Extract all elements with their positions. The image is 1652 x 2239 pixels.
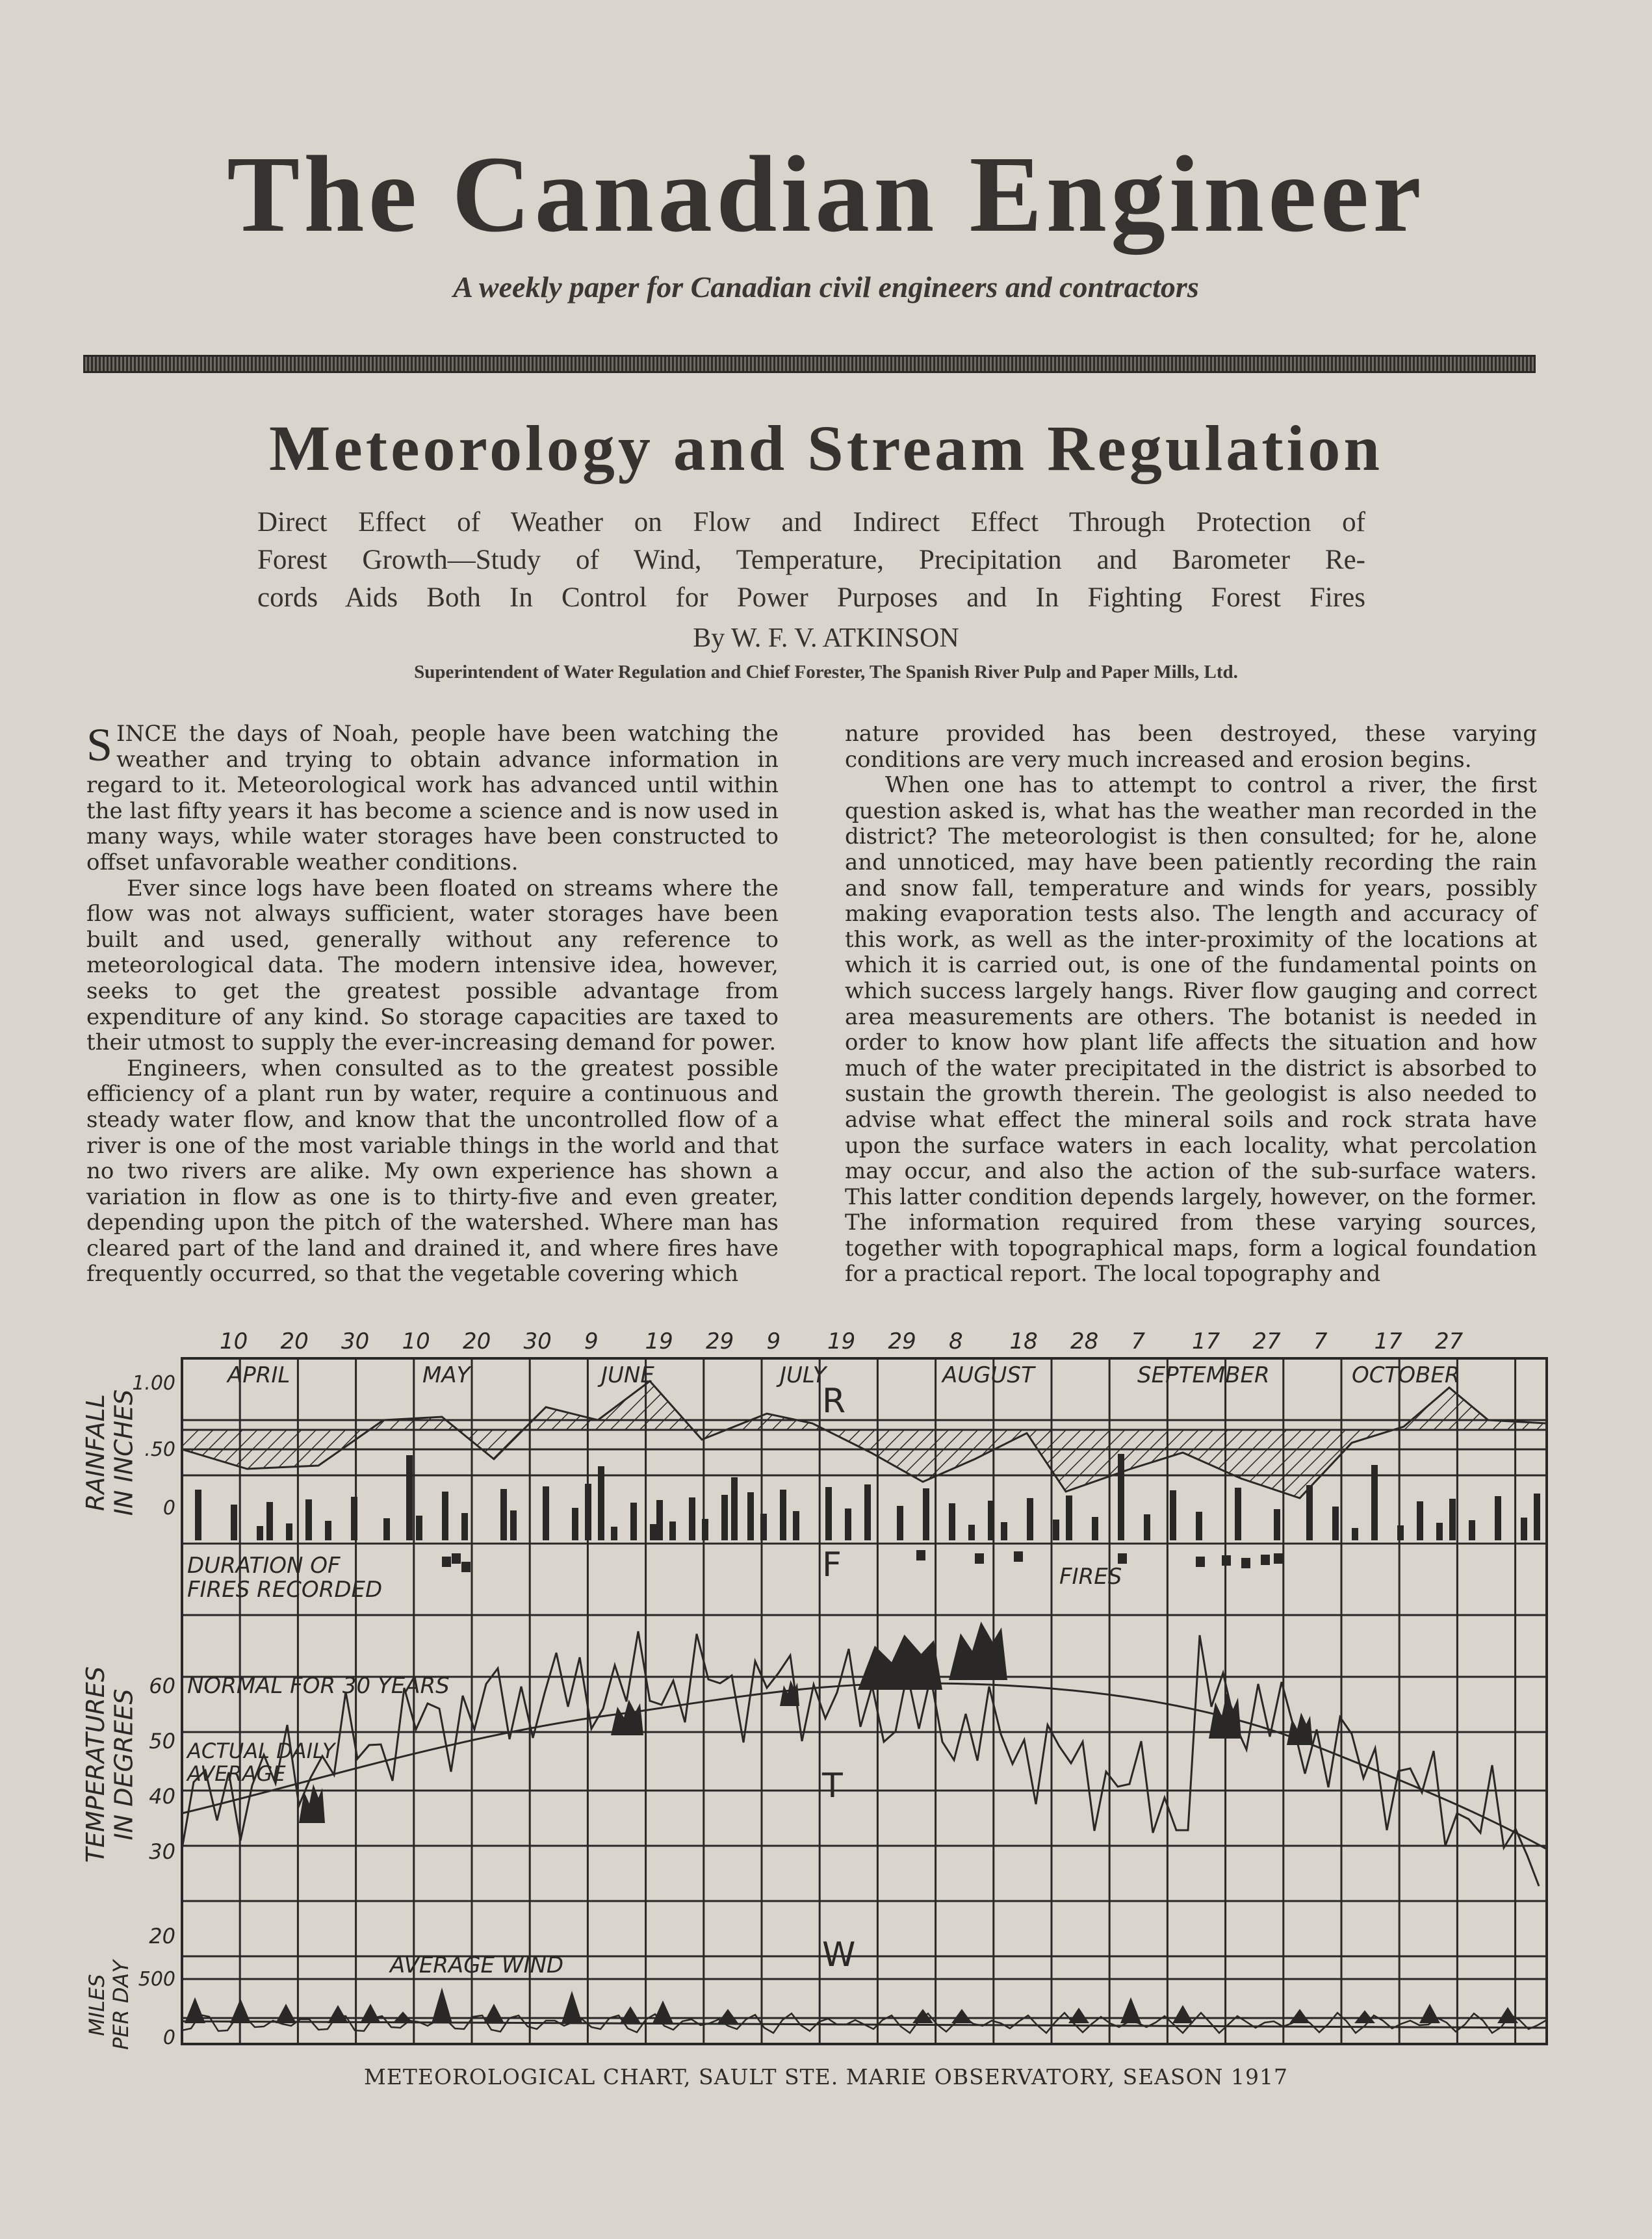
rain-bar	[1449, 1499, 1456, 1540]
fire-mark	[452, 1553, 461, 1564]
temp-tick: 50	[149, 1729, 175, 1754]
panel-letter: R	[822, 1382, 846, 1421]
rain-bar	[461, 1513, 468, 1540]
fire-mark	[1274, 1553, 1283, 1564]
rain-bar	[923, 1488, 929, 1540]
panel-letter: W	[822, 1935, 856, 1974]
rain-bar	[689, 1497, 695, 1540]
rain-tick: 0	[162, 1497, 175, 1520]
normal-annotation: NORMAL FOR 30 YEARS	[187, 1673, 450, 1699]
day-tick-label: 9	[766, 1329, 781, 1354]
paragraph: nature provided has been destroyed, these varying conditions are very much increased and erosion begins.	[845, 721, 1537, 773]
wind-gust	[276, 2004, 296, 2023]
wind-gust	[1419, 2004, 1440, 2023]
wind-gust	[1068, 2008, 1089, 2023]
axis-label: MILES	[84, 1974, 109, 2036]
wind-gust	[620, 2006, 641, 2023]
wind-gust	[328, 2005, 348, 2023]
rain-bar	[1371, 1465, 1378, 1540]
day-tick-label: 17	[1374, 1329, 1402, 1354]
rain-bar	[1534, 1494, 1540, 1540]
rain-bar	[721, 1495, 728, 1540]
rain-bar	[1417, 1501, 1423, 1540]
temp-tick: 20	[149, 1924, 175, 1948]
axis-label: TEMPERATURES	[81, 1666, 110, 1863]
rain-bar	[195, 1490, 201, 1540]
axis-label: IN DEGREES	[109, 1689, 138, 1841]
rain-bar	[656, 1500, 663, 1540]
day-tick-label: 18	[1009, 1329, 1038, 1354]
rain-bar	[1001, 1522, 1007, 1540]
wind-gust	[432, 1987, 452, 2023]
month-label: AUGUST	[942, 1362, 1035, 1388]
rain-bar	[793, 1511, 799, 1540]
rain-bar	[731, 1477, 738, 1540]
day-tick-label: 29	[706, 1329, 734, 1354]
panel-letter: T	[822, 1767, 843, 1805]
actual-annotation: ACTUAL DAILY	[187, 1739, 335, 1763]
rain-bar	[1352, 1528, 1358, 1540]
fire-mark	[1241, 1558, 1250, 1568]
rain-bar	[1436, 1523, 1443, 1540]
rain-bar	[1495, 1496, 1501, 1540]
fire-mark	[1261, 1555, 1270, 1565]
day-tick-label: 10	[402, 1329, 430, 1354]
wind-gust	[717, 2009, 738, 2023]
wind-tick: 500	[138, 1968, 175, 1991]
hot-spell-fill	[780, 1680, 799, 1706]
rain-bar	[845, 1508, 851, 1540]
rain-bar	[257, 1526, 263, 1540]
rain-bar	[1521, 1518, 1527, 1540]
deck-line: cords Aids Both In Control for Power Purposes and In Fighting Forest Fires	[257, 582, 1365, 613]
rain-bar	[1332, 1507, 1339, 1540]
deck-line: Direct Effect of Weather on Flow and Indirect Effect Through Protection of	[257, 507, 1365, 537]
hot-spell-fill	[611, 1700, 643, 1735]
rain-bar	[760, 1514, 767, 1540]
fire-mark	[1118, 1553, 1127, 1564]
hot-spell-fill	[949, 1622, 1007, 1680]
day-tick-label: 27	[1435, 1329, 1464, 1354]
rain-bar	[1053, 1520, 1059, 1540]
paragraph	[86, 721, 779, 876]
month-label: JUNE	[601, 1362, 654, 1388]
day-tick-label: 8	[949, 1329, 963, 1354]
wind-gust	[652, 2000, 673, 2023]
rain-bar	[406, 1455, 413, 1540]
paragraph: When one has to attempt to control a river, the first question asked is, what has the weather man recorded in the district? The meteorologist is then consulted; for he, alone and unnoticed, may have been patiently recording the rain and snow fall, temperature and winds for years, possibly making evaporation tests also. The length and accuracy of this work, as well as the inter-proximity of the locations at which it is carried out, is one of the fundamental points on which success largely hangs. River flow gauging and correct area measurements are others. The botanist is needed in order to know how plant life affects the situation and how much of the water precipitated in the district is absorbed to sustain the growth therein. The geologist is also needed to advise what effect the mineral soils and rock strata have upon the surface waters in each locality, what percolation may occur, and also the action of the sub-surface waters. This latter condition depends largely, however, on the former. The information required from these varying sources, together with topographical maps, form a logical foundation for a practical report. The local topography and	[845, 772, 1537, 1288]
meteorological-chart	[78, 1329, 1579, 2057]
actual-annotation: AVERAGE	[187, 1761, 286, 1786]
temp-tick: 30	[149, 1839, 175, 1864]
rain-tick: 1.00	[132, 1372, 175, 1395]
rain-bar	[1144, 1514, 1150, 1540]
rain-bar	[968, 1525, 975, 1540]
fire-mark	[461, 1562, 471, 1572]
temp-tick: 40	[149, 1784, 175, 1809]
masthead-rule	[83, 355, 1536, 373]
axis-label: PER DAY	[108, 1960, 133, 2050]
rain-bar	[266, 1502, 273, 1540]
wind-gust	[185, 1997, 205, 2023]
month-label: JULY	[780, 1362, 827, 1388]
figure-caption: METEOROLOGICAL CHART, SAULT STE. MARIE OBSERVATORY, SEASON 1917	[363, 2064, 1289, 2090]
axis-label: IN INCHES	[109, 1389, 138, 1516]
rain-bar	[305, 1499, 312, 1540]
author-affiliation: Superintendent of Water Regulation and Chief Forester, The Spanish River Pulp and Paper Mills, Ltd.	[414, 662, 1238, 682]
rain-bar	[598, 1466, 604, 1540]
wind-gust	[1172, 2005, 1193, 2023]
fires-annotation: DURATION OF	[187, 1553, 341, 1579]
fires-annotation: FIRES RECORDED	[187, 1577, 383, 1603]
rain-bar	[572, 1508, 578, 1540]
fire-mark	[916, 1550, 925, 1560]
wind-gust	[951, 2009, 972, 2023]
body-column-right	[845, 721, 1537, 1288]
rain-bar	[383, 1518, 390, 1540]
month-label: SEPTEMBER	[1137, 1362, 1270, 1388]
rain-bar	[231, 1505, 237, 1540]
rain-bar	[669, 1521, 676, 1540]
actual-temp-line	[182, 1631, 1539, 1886]
rain-bar	[988, 1501, 994, 1540]
rain-bar	[702, 1519, 708, 1540]
rain-bar	[864, 1484, 871, 1540]
rain-bar	[1170, 1490, 1176, 1540]
rain-bar	[1092, 1517, 1098, 1540]
wind-annotation: AVERAGE WIND	[390, 1952, 564, 1978]
day-tick-label: 19	[645, 1329, 673, 1354]
masthead-tagline: A weekly paper for Canadian civil engineers and contractors	[453, 270, 1199, 304]
rain-bar	[416, 1516, 422, 1540]
rain-bar	[543, 1486, 549, 1540]
rain-bar	[1196, 1512, 1202, 1540]
rain-bar	[1066, 1495, 1072, 1540]
rain-bar	[1306, 1485, 1313, 1540]
article-deck	[257, 504, 1365, 617]
panel-letter: F	[822, 1546, 842, 1585]
wind-gust	[230, 1999, 251, 2023]
rain-bar	[650, 1524, 656, 1540]
day-tick-label: 20	[280, 1329, 309, 1354]
month-label: APRIL	[227, 1362, 290, 1388]
month-label: OCTOBER	[1352, 1362, 1460, 1388]
day-tick-label: 30	[523, 1329, 552, 1354]
rain-bar	[442, 1492, 448, 1540]
temp-tick: 60	[149, 1674, 175, 1698]
fires-annotation: FIRES	[1059, 1564, 1122, 1590]
wind-tick: 0	[162, 2026, 175, 2049]
rain-bar	[1469, 1520, 1475, 1540]
fire-mark	[442, 1557, 451, 1567]
day-tick-label: 28	[1070, 1329, 1099, 1354]
day-tick-label: 10	[220, 1329, 248, 1354]
rain-bar	[825, 1487, 832, 1540]
rain-bar	[585, 1484, 591, 1540]
rain-tick: .50	[144, 1438, 175, 1461]
wind-gust	[1289, 2009, 1310, 2023]
day-tick-label: 20	[463, 1329, 491, 1354]
article-byline: By W. F. V. ATKINSON	[693, 623, 959, 653]
fire-mark	[975, 1553, 984, 1564]
rain-bar	[510, 1510, 517, 1540]
rain-bar	[1274, 1509, 1280, 1540]
rain-bar	[611, 1527, 617, 1540]
fire-mark	[1196, 1557, 1205, 1567]
rain-bar	[1027, 1498, 1033, 1540]
drop-cap: S	[86, 719, 113, 771]
day-tick-label: 17	[1192, 1329, 1220, 1354]
day-tick-label: 27	[1252, 1329, 1281, 1354]
day-tick-label: 30	[341, 1329, 370, 1354]
masthead-title: The Canadian Engineer	[227, 134, 1425, 255]
rain-bar	[949, 1503, 955, 1540]
rain-bar	[747, 1492, 754, 1540]
wind-gust	[484, 2004, 504, 2023]
rain-bar	[630, 1503, 637, 1540]
day-tick-label: 29	[888, 1329, 916, 1354]
rain-bar	[286, 1523, 292, 1540]
rain-bar	[780, 1490, 786, 1540]
wind-gust	[360, 2004, 381, 2023]
day-tick-label: 19	[827, 1329, 856, 1354]
day-tick-label: 7	[1131, 1329, 1146, 1354]
fire-mark	[1222, 1555, 1231, 1566]
paragraph: Engineers, when consulted as to the greatest possible efficiency of a plant run by water, require a continuous and steady water flow, and know that the uncontrolled flow of a river is one of the most variable things in the world and that no two rivers are alike. My own experience has shown a variation in flow as one is to thirty-five and even greater, depending upon the pitch of the watershed. Where man has cleared part of the land and drained it, and where fires have frequently occurred, so that the vegetable covering which	[86, 1055, 779, 1288]
body-column-left	[86, 721, 779, 1288]
rain-bar	[1118, 1454, 1124, 1540]
wind-gust	[561, 1991, 582, 2023]
hot-spell-fill	[858, 1635, 942, 1690]
rain-bar	[1397, 1525, 1404, 1540]
rain-bar	[1235, 1488, 1241, 1540]
month-label: MAY	[422, 1362, 471, 1388]
day-tick-label: 7	[1313, 1329, 1328, 1354]
rain-bar	[351, 1497, 357, 1540]
deck-line: Forest Growth—Study of Wind, Temperature, Precipitation and Barometer Re-	[257, 545, 1365, 575]
wind-gust	[1120, 1997, 1141, 2023]
rain-bar	[897, 1506, 903, 1540]
paragraph-text: INCE the days of Noah, people have been watching the weather and trying to obtain advance information in regard to it. Meteorological work has advanced until within the last fifty years it has become a science and is now used in many ways, while water storages have been constructed to offset unfavorable weather conditions.	[86, 721, 779, 875]
fire-mark	[1014, 1551, 1023, 1562]
axis-label: RAINFALL	[81, 1394, 110, 1511]
rain-bar	[500, 1489, 507, 1540]
article-headline: Meteorology and Stream Regulation	[269, 412, 1383, 484]
paragraph: Ever since logs have been floated on streams where the flow was not always sufficient, water storages have been built and used, generally without any reference to meteorological data. The modern intensive idea, however, seeks to get the greatest possible advantage from expenditure of any kind. So storage capacities are taxed to their utmost to supply the ever-increasing demand for power.	[86, 875, 779, 1056]
rain-bar	[325, 1521, 331, 1540]
day-tick-label: 9	[584, 1329, 599, 1354]
